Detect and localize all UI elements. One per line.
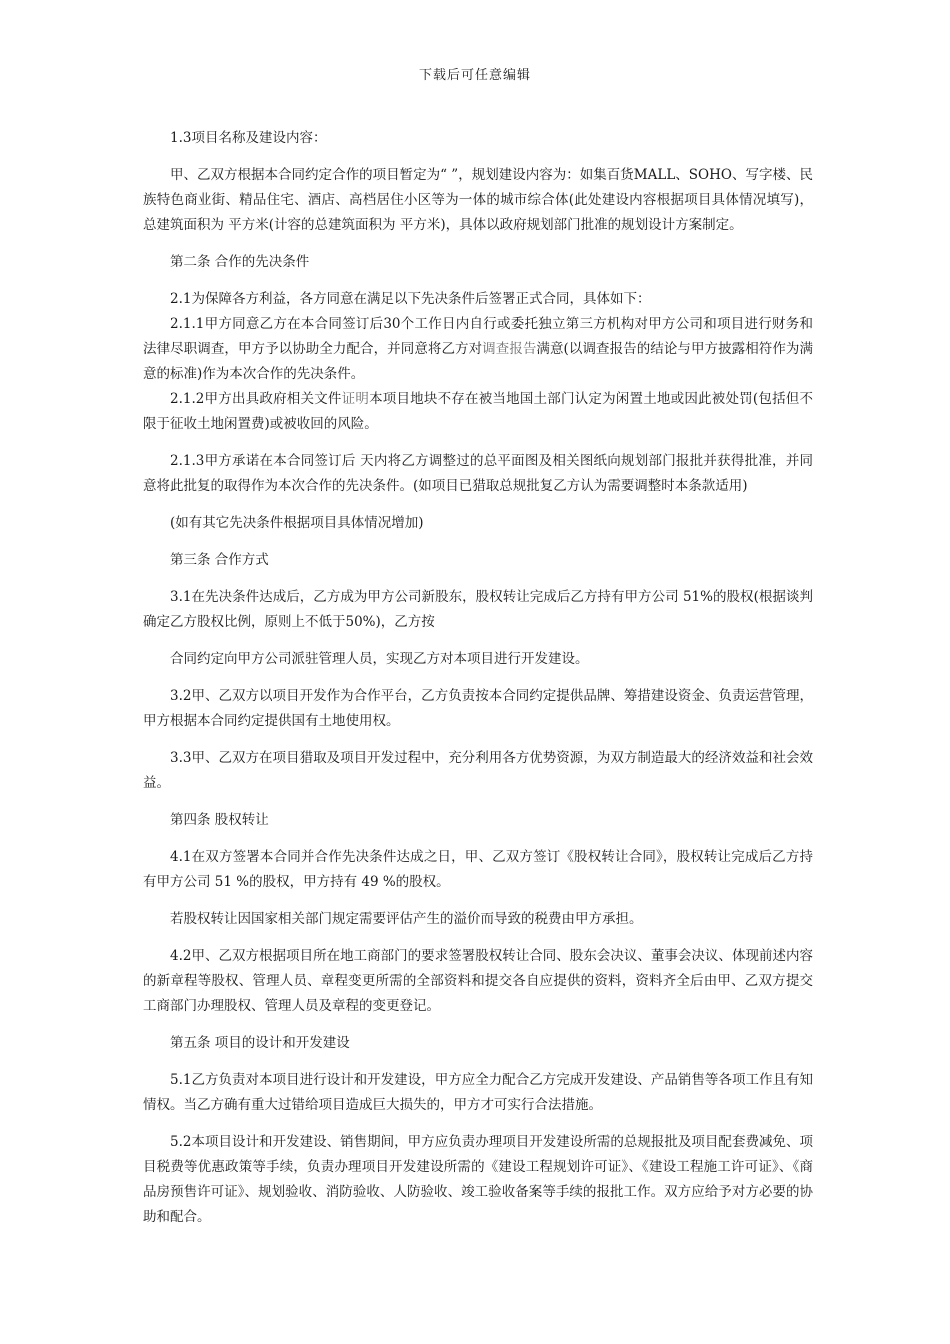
clause-1-3-title: 1.3项目名称及建设内容： [170,130,327,146]
clause-4-2: 4.2甲、乙双方根据项目所在地工商部门的要求签署股权转让合同、股东会决议、董事会决议、体现前述内容的新章程等股权、管理人员、章程变更所需的全部资料和提交各自应提供的资料，资料齐全后由甲、乙双方提交工商部门办理股权、管理人员及章程的变更登记。 [143,948,813,1014]
clause-3-3: 3.3甲、乙双方在项目猎取及项目开发过程中，充分利用各方优势资源，为双方制造最大的经济效益和社会效益。 [143,750,813,791]
clause-2-1-2-part1: 2.1.2甲方出具政府相关文件 [170,391,342,407]
article-2-heading: 第二条 合作的先决条件 [170,254,310,270]
clause-5-1: 5.1乙方负责对本项目进行设计和开发建设，甲方应全力配合乙方完成开发建设、产品销售等各项工作且有知情权。当乙方确有重大过错给项目造成巨大损失的，甲方才可实行合法措施。 [143,1072,813,1113]
clause-5-2: 5.2本项目设计和开发建设、销售期间，甲方应负责办理项目开发建设所需的总规报批及项目配套费减免、项目税费等优惠政策等手续，负责办理项目开发建设所需的《建设工程规划许可证》、《建设工程施工许可证》、《商品房预售许可证》、规划验收、消防验收、人防验收、竣工验收备案等手续的报批工作。双方应给予对方必要的协助和配合。 [143,1134,813,1225]
article-3-heading: 第三条 合作方式 [170,552,269,568]
article-4-heading: 第四条 股权转让 [170,812,269,828]
article-5-heading: 第五条 项目的设计和开发建设 [170,1035,350,1051]
clause-2-1-1 [143,312,813,387]
certificate-link[interactable]: 证明 [341,391,370,407]
clause-2-1-3: 2.1.3甲方承诺在本合同签订后 天内将乙方调整过的总平面图及相关图纸向规划部门报批并获得批准，并同意将此批复的取得作为本次合作的先决条件。(如项目已猎取总规批复乙方认为需要调整时本条款适用) [143,453,813,494]
page-header: 下载后可任意编辑 [418,68,531,83]
clause-2-1-1-part2: 满意(以调查报告的结论与甲方披露相符作为满意的标准)作为本次合作的先决条件。 [143,341,814,382]
clause-3-2: 3.2甲、乙双方以项目开发作为合作平台，乙方负责按本合同约定提供品牌、筹措建设资金、负责运营管理，甲方根据本合同约定提供国有土地使用权。 [143,688,813,729]
clause-2-1-2 [143,387,813,437]
clause-3-1-cont: 合同约定向甲方公司派驻管理人员，实现乙方对本项目进行开发建设。 [170,651,589,667]
clause-2-1-2-part2: 本项目地块不存在被当地国土部门认定为闲置土地或因此被处罚(包括但不限于征收土地闲置费)或被收回的风险。 [143,391,813,432]
clause-2-1-1-part1: 2.1.1甲方同意乙方在本合同签订后30个工作日内自行或委托独立第三方机构对甲方公司和项目进行财务和法律尽职调查，甲方予以协助全力配合，并同意将乙方对 [143,316,813,357]
clause-4-1: 4.1在双方签署本合同并合作先决条件达成之日，甲、乙双方签订《股权转让合同》，股权转让完成后乙方持有甲方公司 51 %的股权，甲方持有 49 %的股权。 [143,849,813,890]
clause-4-1-tax: 若股权转让因国家相关部门规定需要评估产生的溢价而导致的税费由甲方承担。 [170,911,643,927]
survey-report-link[interactable]: 调查报告 [482,341,537,357]
other-conditions-note: (如有其它先决条件根据项目具体情况增加) [170,515,424,531]
document-body [143,126,813,1242]
clause-1-3-body: 甲、乙双方根据本合同约定合作的项目暂定为“ ”，规划建设内容为：如集百货MALL、SOHO、写字楼、民族特色商业街、精品住宅、酒店、高档居住小区等为一体的城市综合体(此处建设内容根据项目具体情况填写)，总建筑面积为 平方米(计容的总建筑面积为 平方米)，具体以政府规划部门批准的规划设计方案制定。 [143,167,813,233]
clause-2-1: 2.1为保障各方利益，各方同意在满足以下先决条件后签署正式合同，具体如下： [170,291,651,307]
clause-3-1: 3.1在先决条件达成后，乙方成为甲方公司新股东，股权转让完成后乙方持有甲方公司 51%的股权(根据谈判确定乙方股权比例，原则上不低于50%)，乙方按 [143,589,813,630]
